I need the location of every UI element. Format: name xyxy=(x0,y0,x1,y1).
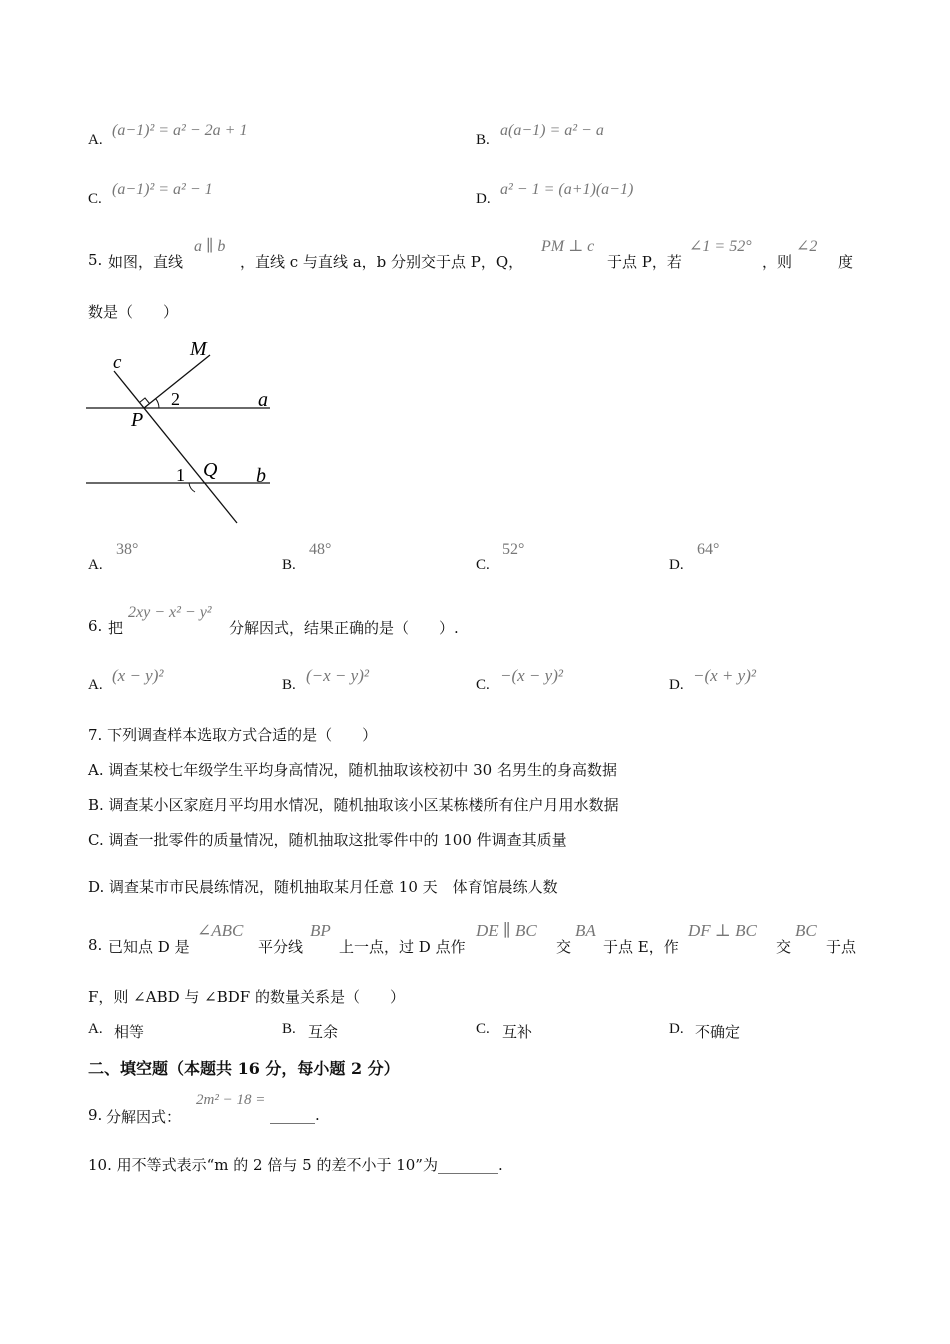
q8-text-7: 于点 xyxy=(826,938,857,956)
q8-option-c-text: 互补 xyxy=(502,1023,533,1041)
q7-option-b: B. 调查某小区家庭月平均用水情况，随机抽取该小区某栋楼所有住户月用水数据 xyxy=(88,796,619,814)
q8-option-a-label: A. xyxy=(88,1021,103,1037)
q6-option-d-label: D. xyxy=(669,677,684,693)
angle-2-arc xyxy=(156,399,160,409)
q9-text: 分解因式： xyxy=(106,1108,182,1126)
label-b: b xyxy=(256,465,266,487)
q5-option-a-value: 38° xyxy=(116,541,139,558)
q6-number: 6. xyxy=(88,617,103,635)
q5-math-parallel: a ∥ b xyxy=(194,238,226,255)
q6-text-pre: 把 xyxy=(108,619,124,637)
q6-option-c-label: C. xyxy=(476,677,490,693)
q8-option-c-label: C. xyxy=(476,1021,490,1037)
q8-option-d-text: 不确定 xyxy=(695,1023,741,1041)
q8-option-b-label: B. xyxy=(282,1021,296,1037)
q6-text-post: 分解因式，结果正确的是（ ）. xyxy=(229,619,459,637)
q4-option-b-expr: a(a−1) = a² − a xyxy=(500,122,604,139)
q5-option-d-value: 64° xyxy=(697,541,720,558)
q8-text-2: 平分线 xyxy=(258,938,304,956)
q8-option-b-text: 互余 xyxy=(308,1023,339,1041)
q5-text-1: 如图，直线 xyxy=(108,253,184,271)
q4-option-d-expr: a² − 1 = (a+1)(a−1) xyxy=(500,181,634,198)
q5-math-angle2: ∠2 xyxy=(796,238,818,255)
q8-text-5: 于点 E，作 xyxy=(603,938,679,956)
q8-math-ba: BA xyxy=(575,921,596,940)
q6-expr: 2xy − x² − y² xyxy=(128,604,212,621)
q4-option-c-expr: (a−1)² = a² − 1 xyxy=(112,181,213,198)
q8-text-3: 上一点，过 D 点作 xyxy=(339,938,466,956)
q5-option-c-value: 52° xyxy=(502,541,525,558)
q6-option-a-expr: (x − y)² xyxy=(112,666,164,685)
q5-text-4: ，则 xyxy=(762,253,793,271)
q9-blank: ______. xyxy=(270,1106,320,1124)
q5-text-5: 度 xyxy=(838,253,854,271)
q8-math-bc: BC xyxy=(795,921,817,940)
q8-text-6: 交 xyxy=(776,938,792,956)
q5-math-angle1: ∠1 = 52° xyxy=(689,238,752,255)
label-2: 2 xyxy=(171,389,180,409)
q4-option-c-label: C. xyxy=(88,191,102,207)
label-q: Q xyxy=(203,459,218,481)
q6-option-b-expr: (−x − y)² xyxy=(306,666,369,685)
q8-math-angle-abc: ∠ABC xyxy=(197,921,244,940)
q5-option-c-label: C. xyxy=(476,557,490,573)
label-p: P xyxy=(131,409,144,431)
q8-math-df-perp-bc: DF ⊥ BC xyxy=(688,921,757,940)
q4-option-d-label: D. xyxy=(476,191,491,207)
q5-figure xyxy=(80,335,290,530)
q6-option-a-label: A. xyxy=(88,677,103,693)
q5-option-b-label: B. xyxy=(282,557,296,573)
label-c: c xyxy=(113,352,122,373)
q7-option-c: C. 调查一批零件的质量情况，随机抽取这批零件中的 100 件调查其质量 xyxy=(88,831,567,849)
q5-text-2: ，直线 c 与直线 a，b 分别交于点 P，Q， xyxy=(240,253,524,271)
q8-math-de-parallel-bc: DE ∥ BC xyxy=(476,921,537,940)
q6-option-c-expr: −(x − y)² xyxy=(500,666,563,685)
label-1: 1 xyxy=(176,465,185,485)
section-heading: 二、填空题（本题共 16 分，每小题 2 分） xyxy=(88,1059,400,1078)
q5-math-perp: PM ⊥ c xyxy=(541,238,595,255)
q5-line-2: 数是（ ） xyxy=(88,303,179,321)
q8-text-1: 已知点 D 是 xyxy=(108,938,190,956)
q4-option-a-expr: (a−1)² = a² − 2a + 1 xyxy=(112,122,248,139)
label-a: a xyxy=(258,389,268,411)
q5-option-a-label: A. xyxy=(88,557,103,573)
q7-option-d: D. 调查某市市民晨练情况，随机抽取某月任意 10 天 体育馆晨练人数 xyxy=(88,878,558,896)
q8-text-4: 交 xyxy=(556,938,572,956)
right-angle-mark xyxy=(140,398,150,404)
q8-line-2: F，则 ∠ABD 与 ∠BDF 的数量关系是（ ） xyxy=(88,988,405,1006)
angle-1-arc xyxy=(189,483,195,492)
q6-option-d-expr: −(x + y)² xyxy=(693,666,756,685)
q7-stem: 7. 下列调查样本选取方式合适的是（ ） xyxy=(88,726,378,744)
label-m: M xyxy=(190,338,207,360)
q9-number: 9. xyxy=(88,1106,103,1124)
q8-math-bp: BP xyxy=(310,921,331,940)
q5-number: 5. xyxy=(88,251,103,269)
q8-option-a-text: 相等 xyxy=(114,1023,145,1041)
q5-option-d-label: D. xyxy=(669,557,684,573)
q5-text-3: 于点 P，若 xyxy=(607,253,682,271)
q6-option-b-label: B. xyxy=(282,677,296,693)
q7-option-a: A. 调查某校七年级学生平均身高情况，随机抽取该校初中 30 名男生的身高数据 xyxy=(88,761,617,779)
q8-option-d-label: D. xyxy=(669,1021,684,1037)
q9-expr: 2m² − 18 = xyxy=(196,1092,266,1108)
q10-text: 10. 用不等式表示“m 的 2 倍与 5 的差不小于 10”为________. xyxy=(88,1156,503,1174)
q8-number: 8. xyxy=(88,936,103,954)
q4-option-b-label: B. xyxy=(476,132,490,148)
q4-option-a-label: A. xyxy=(88,132,103,148)
q5-option-b-value: 48° xyxy=(309,541,332,558)
